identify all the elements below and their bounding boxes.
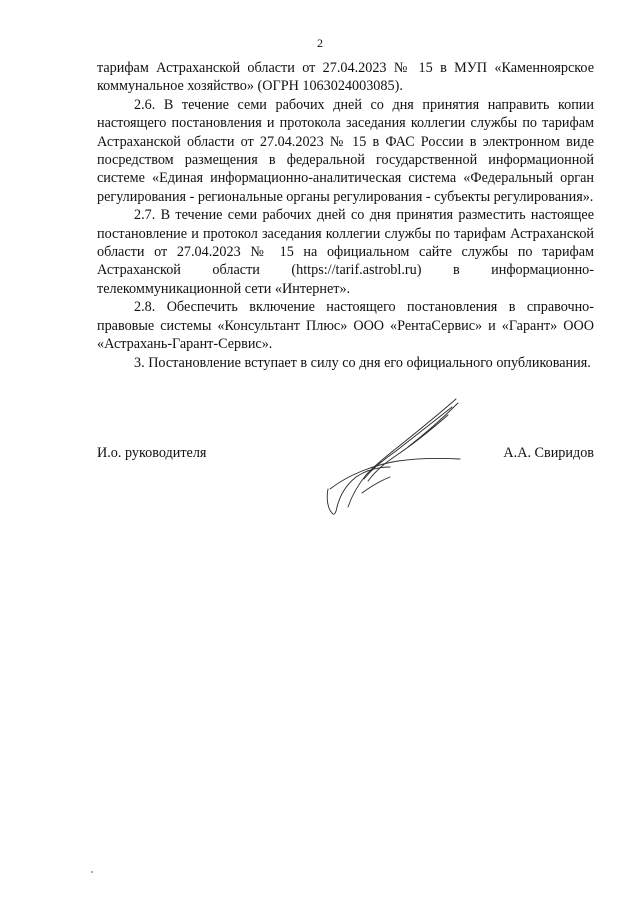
paragraph-2-6: 2.6. В течение семи рабочих дней со дня принятия направить копии настоящего постановления и протокола заседания коллегии службы по тарифам Астраханской области от 27.04.2023 № 15 в ФАС России в электронном виде посредством размещения в федеральной государственной информационной системе «Единая информационно-аналитическая система «Федеральный орган регулирования - региональные органы регулирования - субъекты регулирования». xyxy=(97,96,594,205)
signatory-position: И.о. руководителя xyxy=(97,445,207,461)
paragraph-continuation: тарифам Астраханской области от 27.04.2023 № 15 в МУП «Каменноярское коммунальное хозяйство» (ОГРН 1063024003085). xyxy=(97,60,594,95)
handwritten-signature xyxy=(318,395,468,520)
paragraph-2-7: 2.7. В течение семи рабочих дней со дня принятия разместить настоящее постановление и протокол заседания коллегии службы по тарифам Астраханской области от 27.04.2023 № 15 на официальном сайте службы по тарифам Астраханской области (https://tarif.astrobl.ru) в информационно-телекоммуникационной сети «Интернет». xyxy=(97,207,594,297)
signatory-name: А.А. Свиридов xyxy=(503,445,594,461)
paragraph-2-8: 2.8. Обеспечить включение настоящего постановления в справочно-правовые системы «Консультант Плюс» ООО «РентаСервис» и «Гарант» ООО «Астрахань-Гарант-Сервис». xyxy=(97,299,594,353)
scan-speck xyxy=(91,871,93,873)
page-number: 2 xyxy=(317,36,323,50)
paragraph-3: 3. Постановление вступает в силу со дня его официального опубликования. xyxy=(134,354,591,371)
document-body xyxy=(97,59,594,372)
